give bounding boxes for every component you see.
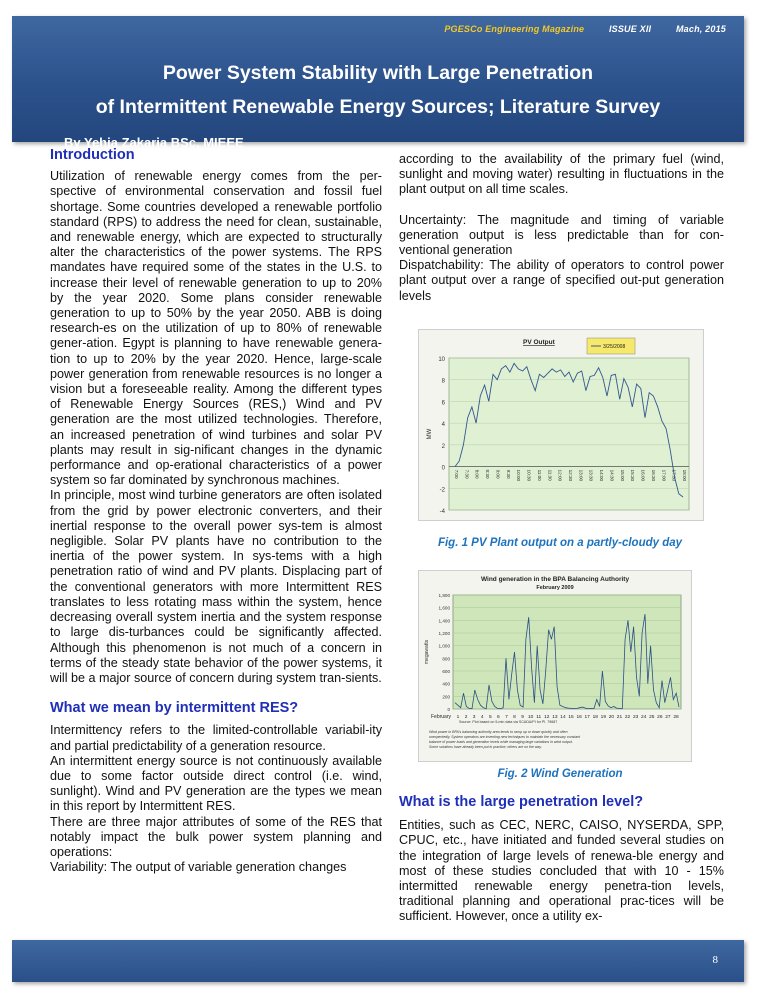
res-paragraph-4: Variability: The output of variable generation changes xyxy=(50,860,347,875)
footer-banner xyxy=(12,940,744,982)
chart-source: Source: Plot based on 5-min data via SCADA/PI for PI. 79687 xyxy=(459,720,558,724)
x-tick-label: 17:00 xyxy=(661,469,667,482)
figure-2-wind-generation xyxy=(418,570,692,762)
x-tick-label: 8:00 xyxy=(474,469,480,479)
intro-paragraph-2: In principle, most wind turbine generators are often isolated from the grid by power electronic converters, and their inertial response to the overall power sys-tem is almost negligible. Solar PV plants have no contribution to the inertia of the power system. In sys-tems with a high penetration ratio of wind and PV plants. Displacing part of the conventional generators with more Intermittent RES translates to less rotating mass within the system, hence decreasing overall system inertia and the system response to large dis-turbances could be significantly affected. Although this phenomenon is not much of a concern in terms of the steady state behavior of the power systems, it will be a major source of concern during system tran-sients. xyxy=(50,488,382,685)
y-axis-label: megawatts xyxy=(424,639,430,665)
x-tick-label: 24 xyxy=(641,715,647,720)
issue-number: ISSUE XII xyxy=(608,24,652,34)
page-number: 8 xyxy=(712,954,718,966)
chart-note-line: Some solutions have already been put in practice; others are on the way. xyxy=(429,745,542,749)
x-tick-label: 16 xyxy=(576,715,582,720)
wind-generation-chart xyxy=(419,571,691,761)
x-tick-label: 6 xyxy=(497,715,500,720)
y-tick-label: 1,800 xyxy=(438,593,450,598)
x-tick-label: 26 xyxy=(657,715,663,720)
x-tick-label: 15:30 xyxy=(630,469,636,482)
y-tick-label: 200 xyxy=(442,694,450,700)
y-tick-label: 1,600 xyxy=(438,605,450,611)
x-tick-label: 8:30 xyxy=(485,469,491,479)
x-tick-label: 12:00 xyxy=(557,469,563,482)
penetration-heading: What is the large penetration level? xyxy=(399,794,644,810)
x-tick-label: 19 xyxy=(600,715,607,720)
magazine-name: PGESCo Engineering Magazine xyxy=(444,24,585,34)
x-tick-label: 22 xyxy=(624,715,631,720)
x-tick-label: 18 xyxy=(592,715,598,720)
x-tick-label: 20 xyxy=(608,715,615,720)
figure-1-pv-output xyxy=(418,329,704,521)
pv-output-chart xyxy=(419,330,703,520)
x-tick-label: 15 xyxy=(568,715,574,720)
chart-subtitle: February 2009 xyxy=(536,585,574,591)
right-column-bottom xyxy=(399,795,724,925)
chart-title: Wind generation in the BPA Balancing Authority xyxy=(480,576,630,583)
x-axis-label: February xyxy=(430,714,451,720)
article-title-line2: of Intermittent Renewable Energy Sources; Literature Survey xyxy=(95,96,661,118)
y-tick-label: 4 xyxy=(441,422,445,429)
x-tick-label: 3 xyxy=(472,715,476,720)
x-tick-label: 13:30 xyxy=(588,469,594,482)
x-tick-label: 7:00 xyxy=(454,469,459,479)
issue-date: Mach, 2015 xyxy=(675,24,726,34)
right-column-top xyxy=(399,152,724,304)
x-tick-label: 4 xyxy=(480,715,484,720)
y-tick-label: 1,000 xyxy=(438,643,450,649)
article-title-line1: Power System Stability with Large Penetration xyxy=(162,62,594,84)
x-tick-label: 14 xyxy=(560,715,566,720)
author-byline: By Yehia Zakaria BSc, MIEEE xyxy=(64,135,244,150)
x-tick-label: 12:30 xyxy=(568,469,573,482)
x-tick-label: 25 xyxy=(649,715,655,720)
legend-label: 3/25/2008 xyxy=(603,344,626,350)
chart-note-line: balance of power loads and generation levels while managing large variations in wind output. xyxy=(429,740,573,744)
y-tick-label: 0 xyxy=(447,707,450,712)
y-tick-label: -2 xyxy=(439,487,445,494)
intermittent-res-heading: What we mean by intermittent RES? xyxy=(50,700,299,717)
y-tick-label: 1,400 xyxy=(438,618,450,624)
res-paragraph-2: An intermittent energy source is not continuously available due to some factor outside direct control (i.e. wind, sunlight). Wind and PV generation are the types we mean in this report by Intermittent RES. xyxy=(50,753,382,814)
y-tick-label: 0 xyxy=(441,465,445,472)
x-tick-label: 11 xyxy=(536,715,542,720)
x-tick-label: 9:00 xyxy=(495,469,501,479)
x-tick-label: 11:00 xyxy=(536,469,542,481)
x-tick-label: 17:30 xyxy=(671,469,677,482)
x-tick-label: 9:30 xyxy=(505,469,511,479)
x-tick-label: 13 xyxy=(552,715,558,720)
x-tick-label: 12 xyxy=(544,715,550,720)
x-tick-label: 16:30 xyxy=(650,469,656,482)
x-tick-label: 8 xyxy=(513,715,516,720)
x-tick-label: 13:00 xyxy=(578,469,584,482)
variability-continued: according to the availability of the primary fuel (wind, sunlight and moving water) resulting in fluctuations in the plant output on all time scales. xyxy=(399,152,724,197)
res-paragraph-3: There are three major attributes of some of the RES that notably impact the bulk power system planning and operations: xyxy=(50,814,382,859)
x-tick-label: 28 xyxy=(673,715,679,720)
y-tick-label: 8 xyxy=(441,378,445,385)
header-banner xyxy=(12,16,744,150)
x-tick-label: 9 xyxy=(521,715,524,720)
x-tick-label: 1 xyxy=(456,715,460,720)
x-tick-label: 27 xyxy=(665,715,671,720)
plot-area xyxy=(449,358,689,510)
chart-note-line: unexpectedly. System operators are inventing new techniques to maintain the necessary constant xyxy=(429,735,581,739)
y-tick-label: 600 xyxy=(442,669,450,674)
x-tick-label: 21 xyxy=(616,715,623,720)
x-tick-label: 10:00 xyxy=(516,469,522,482)
res-paragraph-1: Intermittency refers to the limited-controllable variabil-ity and partial predictability of a generation resource. xyxy=(50,723,382,753)
y-tick-label: 800 xyxy=(442,656,450,662)
figure-2-caption: Fig. 2 Wind Generation xyxy=(497,768,623,780)
y-tick-label: 6 xyxy=(441,400,445,407)
x-tick-label: 7 xyxy=(505,715,508,720)
x-tick-label: 14:00 xyxy=(599,469,605,482)
x-tick-label: 18:00 xyxy=(682,469,687,482)
y-tick-label: -4 xyxy=(439,509,445,515)
x-tick-label: 15:00 xyxy=(619,469,625,482)
chart-title: PV Output xyxy=(523,339,555,346)
y-tick-label: 10 xyxy=(438,357,445,363)
x-tick-label: 17 xyxy=(584,715,590,720)
x-tick-label: 11:30 xyxy=(547,469,553,481)
x-tick-label: 16:00 xyxy=(640,469,646,482)
y-tick-label: 400 xyxy=(442,681,450,687)
intro-heading: Introduction xyxy=(50,147,135,163)
left-column xyxy=(50,148,382,875)
uncertainty-paragraph: Uncertainty: The magnitude and timing of variable generation output is less predictable than for con-ventional generation xyxy=(399,212,724,258)
figure-1-caption: Fig. 1 PV Plant output on a partly-cloudy day xyxy=(437,537,683,549)
chart-note-line: Wind power in BPA's balancing authority area tends to ramp up or down quickly and often xyxy=(429,730,568,734)
x-tick-label: 5 xyxy=(488,715,492,720)
intro-paragraph-1: Utilization of renewable energy comes from the per-spective of environmental conservation and fossil fuel shortage. Some countries developed a renewable portfolio standard (RPS) to address the need for clean, sustainable, and renewable energy, which are expected to structurally alter the characteristics of the power systems. The RPS mandates have required some of the states in the U.S. to increase their level of renewable generation to up to 20% by the year 2020. Some plans consider renewable generation to up to 50% by the year 2050. ABB is doing research-es on the utilization of up to 80% of renewable gener-ation. Egypt is planning to have renewable genera-tion to up to 20% by the year 2020. Hence, large-scale power generation from renewable resources is no longer a vision but a foreseeable reality. Among the different types of Renewable Energy Sources (RES,) Wind and PV generation are the most utilized technologies. Therefore, an increased penetration of wind turbines and solar PV plants may result in sig-nificant changes in the dynamic performance and op-erational characteristics of a power system so far dominated by synchronous machines. xyxy=(50,169,382,488)
x-tick-label: 14:30 xyxy=(609,469,615,482)
y-tick-label: 2 xyxy=(441,443,445,450)
x-tick-label: 23 xyxy=(632,715,639,720)
issue-line xyxy=(444,24,726,34)
y-tick-label: 1,200 xyxy=(438,631,450,636)
y-axis-label: MW xyxy=(427,428,433,440)
penetration-paragraph: Entities, such as CEC, NERC, CAISO, NYSERDA, SPP, CPUC, etc., have initiated and funded several studies on the integration of large levels of renewa-ble energy and most of these studies concluded that with 10 - 15% intermitted renewable energy penetra-tion levels, traditional planning and operational prac-tices will be sufficient. However, once a utility ex- xyxy=(399,818,724,924)
x-tick-label: 7:30 xyxy=(464,469,470,479)
dispatchability-paragraph: Dispatchability: The ability of operators to control power plant output over a range of specified out-put generation levels xyxy=(399,258,724,303)
x-tick-label: 10:30 xyxy=(526,469,532,482)
x-tick-label: 10 xyxy=(527,715,534,720)
x-tick-label: 2 xyxy=(464,715,468,720)
